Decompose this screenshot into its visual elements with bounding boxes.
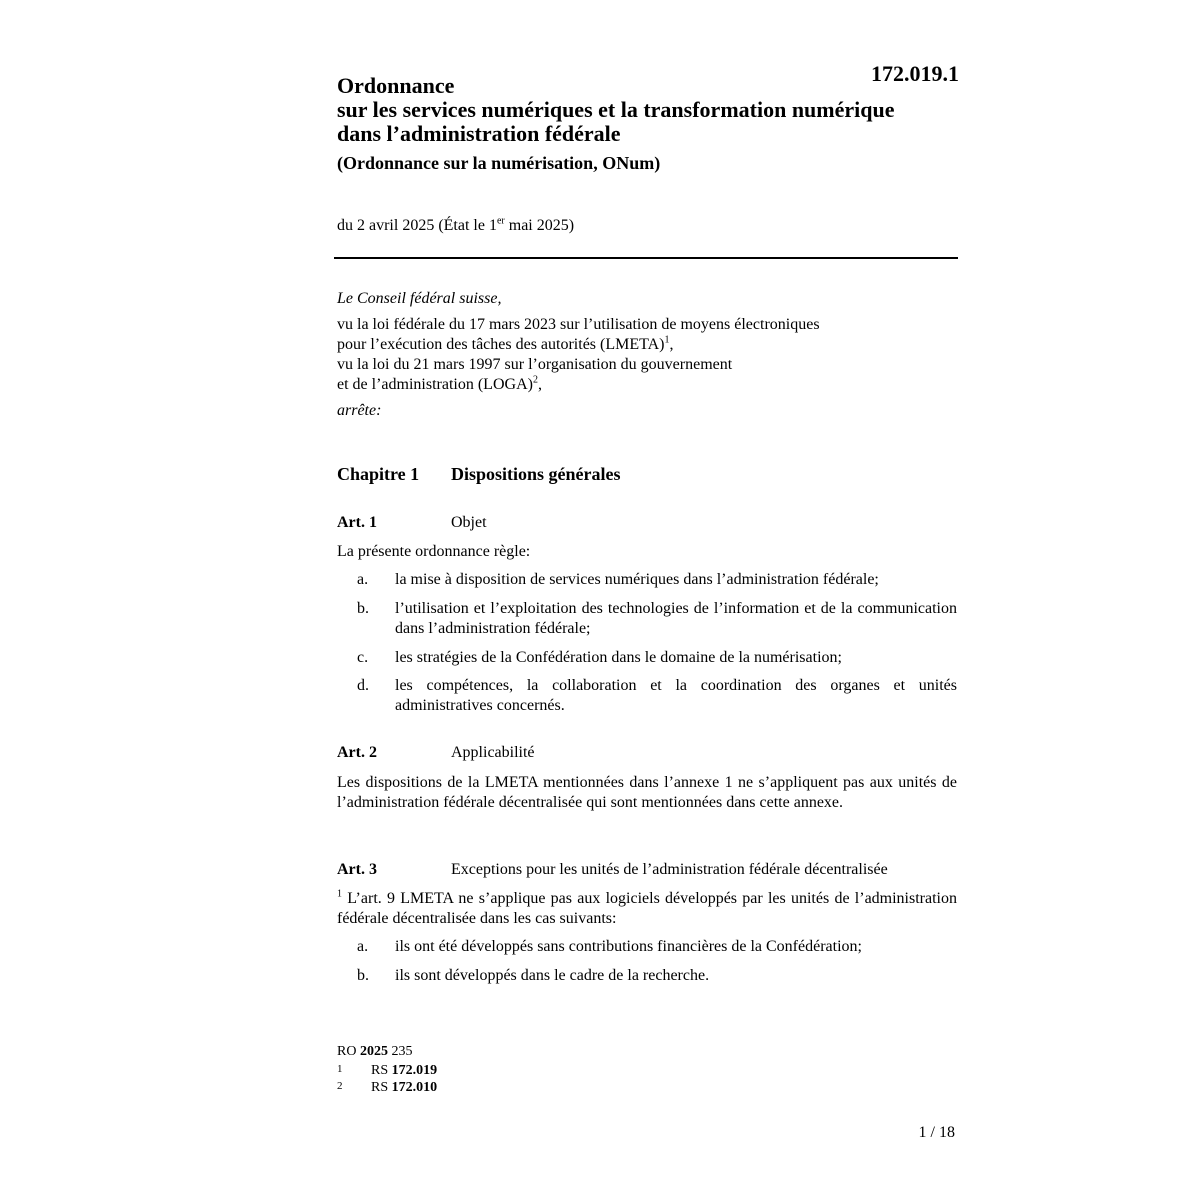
ro-reference xyxy=(337,1044,412,1060)
art-1-intro: La présente ordonnance règle: xyxy=(337,543,531,560)
footnote-ref-1[interactable]: 1 xyxy=(664,334,670,346)
title-block xyxy=(337,74,977,174)
date-sup: er xyxy=(496,215,505,227)
header-divider xyxy=(334,257,958,259)
art-1-number: Art. 1 xyxy=(337,514,377,531)
list-label: b. xyxy=(357,600,369,617)
preamble-line-2-text: pour l’exécution des tâches des autorités (LMETA) xyxy=(337,336,665,353)
list-label: a. xyxy=(357,938,369,955)
page-number-text: 1 / 18 xyxy=(918,1124,955,1141)
preamble-line-4-end: , xyxy=(537,376,542,393)
art-3-text: L’art. 9 LMETA ne s’applique pas aux logiciels développés par les unités de l’administration fédérale décentralisée dans les cas suivants: xyxy=(337,890,957,927)
list-text: l’utilisation et l’exploitation des technologies de l’information et de la communication dans l’administration fédérale; xyxy=(395,600,957,637)
art-3-paragraph-1 xyxy=(337,889,957,929)
footnote-1-link[interactable]: 172.019 xyxy=(391,1063,438,1078)
art-2-heading xyxy=(337,744,535,762)
footnote-ref-2[interactable]: 2 xyxy=(532,374,538,386)
footnote-2-prefix: RS xyxy=(371,1080,392,1095)
preamble-line-1: vu la loi fédérale du 17 mars 2023 sur l’utilisation de moyens électroniques xyxy=(337,316,820,333)
ro-prefix: RO xyxy=(337,1044,360,1059)
ro-year: 2025 xyxy=(359,1044,388,1059)
date-suffix: mai 2025) xyxy=(504,217,575,234)
art-3-heading xyxy=(337,861,888,879)
art-2-title: Applicabilité xyxy=(451,744,535,761)
list-text: les compétences, la collaboration et la coordination des organes et unités administratives concernés. xyxy=(395,677,957,714)
footnote-1-prefix: RS xyxy=(371,1063,392,1078)
chapter-1-heading xyxy=(337,464,621,485)
list-text: les stratégies de la Confédération dans le domaine de la numérisation; xyxy=(395,649,842,666)
title-line-2: sur les services numériques et la transformation numérique xyxy=(337,97,895,122)
list-label: c. xyxy=(357,649,369,666)
date-prefix: du 2 avril 2025 (État le 1 xyxy=(337,217,497,234)
footnote-2-link[interactable]: 172.010 xyxy=(391,1080,438,1095)
art-1-title: Objet xyxy=(451,514,487,531)
preamble-authority: Le Conseil fédéral suisse, xyxy=(337,290,502,307)
list-label: d. xyxy=(357,677,369,694)
sr-number-text: 172.019.1 xyxy=(871,61,959,86)
short-title: (Ordonnance sur la numérisation, ONum) xyxy=(337,153,661,173)
title-line-1: Ordonnance xyxy=(337,73,455,98)
preamble-decree: arrête: xyxy=(337,402,382,419)
footnote-1-text xyxy=(371,1063,437,1079)
preamble-line-2 xyxy=(337,335,674,355)
art-2-text: Les dispositions de la LMETA mentionnées dans l’annexe 1 ne s’appliquent pas aux unités de l’administration fédérale décentralisée qui sont mentionnées dans cette annexe. xyxy=(337,774,957,811)
list-text: la mise à disposition de services numériques dans l’administration fédérale; xyxy=(395,571,879,588)
art-3-number: Art. 3 xyxy=(337,861,377,878)
art-1-heading xyxy=(337,514,487,532)
list-label: a. xyxy=(357,571,369,588)
date-line xyxy=(337,217,574,235)
preamble-line-2-end: , xyxy=(669,336,674,353)
list-text: ils ont été développés sans contributions financières de la Confédération; xyxy=(395,938,862,955)
title-line-3: dans l’administration fédérale xyxy=(337,121,621,146)
footnote-2-number: 2 xyxy=(337,1080,343,1092)
chapter-title: Dispositions générales xyxy=(451,464,621,484)
footnote-2-text xyxy=(371,1080,437,1096)
footnote-1-number: 1 xyxy=(337,1063,343,1075)
paragraph-number: 1 xyxy=(337,888,342,900)
preamble-line-3: vu la loi du 21 mars 1997 sur l’organisation du gouvernement xyxy=(337,356,733,373)
preamble-line-4 xyxy=(337,375,542,395)
preamble-line-4-text: et de l’administration (LOGA) xyxy=(337,376,533,393)
list-text: ils sont développés dans le cadre de la recherche. xyxy=(395,967,710,984)
chapter-number: Chapitre 1 xyxy=(337,464,420,484)
art-3-title: Exceptions pour les unités de l’administration fédérale décentralisée xyxy=(451,861,888,878)
art-2-number: Art. 2 xyxy=(337,744,377,761)
list-label: b. xyxy=(357,967,369,984)
ro-page: 235 xyxy=(387,1044,413,1059)
